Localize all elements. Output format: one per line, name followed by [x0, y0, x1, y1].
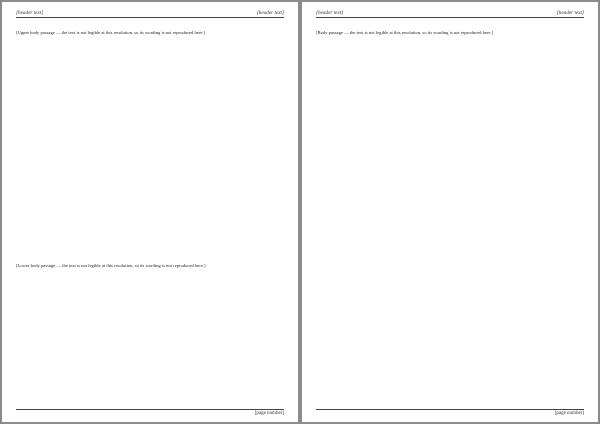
- left-paragraph-lower: [Lower body passage — the text is not legible at this resolution, so its wording is not reproduced here.]: [16, 262, 206, 268]
- left-blank-gap: [16, 233, 284, 251]
- right-body: [316, 23, 584, 369]
- right-header-author: [header text]: [556, 10, 584, 16]
- right-header-title: [header text]: [316, 10, 344, 16]
- left-header-author: [header text]: [256, 10, 284, 16]
- left-body-lower: [16, 256, 284, 318]
- left-page-number: [page number]: [254, 411, 284, 416]
- left-header-title: [header text]: [16, 10, 44, 16]
- right-page-header: [316, 7, 584, 18]
- left-page: [2, 2, 298, 422]
- left-paragraph-upper: [Upper body passage — the text is not legible at this resolution, so its wording is not reproduced here.]: [16, 29, 206, 35]
- left-page-footer: [16, 409, 284, 416]
- right-page-footer: [316, 409, 584, 416]
- left-body-upper: [16, 23, 284, 233]
- right-page: [302, 2, 598, 422]
- right-page-number: [page number]: [554, 411, 584, 416]
- left-page-header: [16, 7, 284, 18]
- right-paragraph: [Body passage — the text is not legible at this resolution, so its wording is not reproduced here.]: [316, 29, 494, 35]
